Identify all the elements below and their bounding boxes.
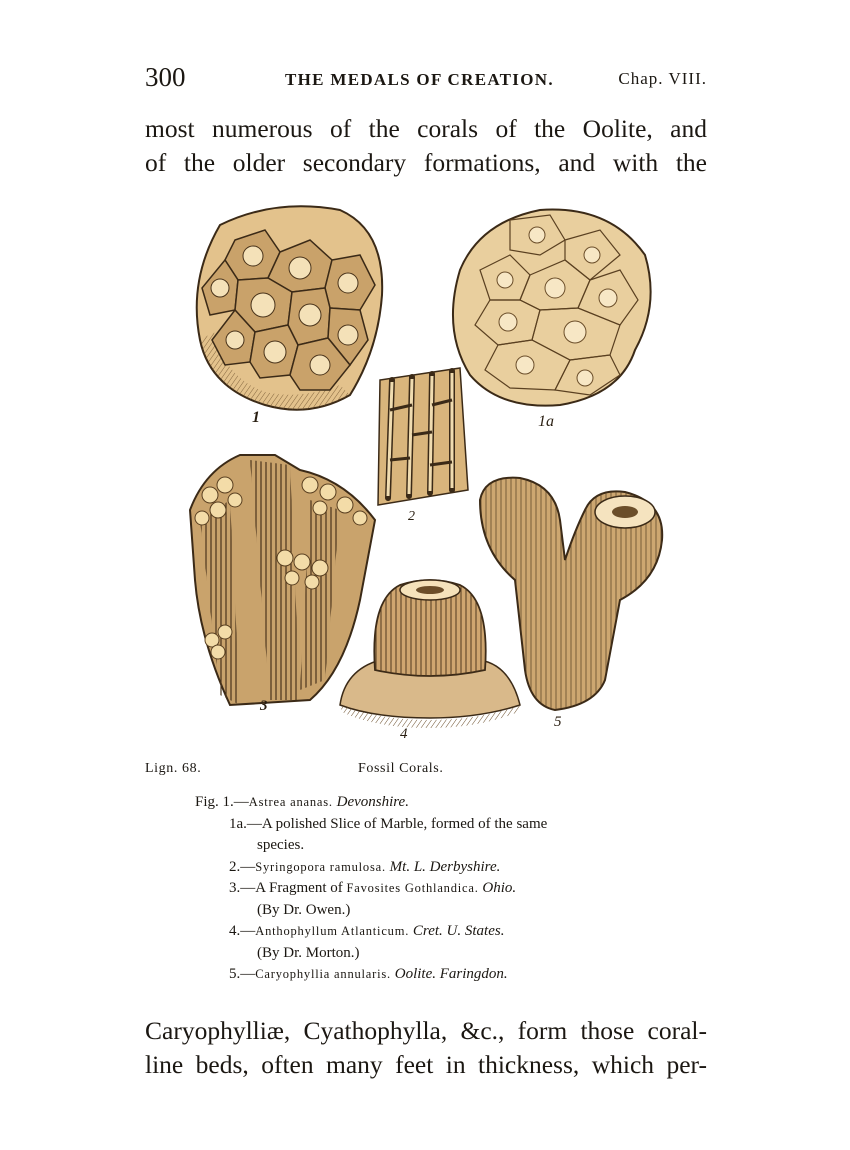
bottom-paragraph (145, 1014, 707, 1082)
text-line: line beds, often many feet in thickness, which per- (145, 1050, 707, 1079)
text-line: most numerous of the corals of the Oolite, and (145, 114, 707, 143)
text-line: of the older secondary formations, and with the (145, 148, 707, 177)
legend-item: Fig. 1.—Astrea ananas. Devonshire. (195, 794, 409, 810)
coral-engravings (180, 200, 680, 750)
coral-fig-2 (378, 368, 468, 505)
fig-label-2: 2 (408, 509, 415, 524)
fig-label-3: 3 (260, 698, 268, 714)
page-number: 300 (145, 62, 186, 92)
legend-item: 1a.—A polished Slice of Marble, formed of the same (229, 815, 548, 832)
coral-fig-3 (190, 455, 375, 705)
coral-fig-5 (480, 478, 662, 710)
legend-item: 4.—Anthophyllum Atlanticum. Cret. U. States. (229, 923, 505, 939)
running-title: THE MEDALS OF CREATION. (285, 70, 554, 89)
plate-title: Fossil Corals. (358, 761, 444, 776)
fossil-corals-plate (180, 200, 680, 750)
coral-fig-1 (197, 206, 382, 409)
chapter-label: Chap. VIII. (618, 69, 707, 88)
fig-label-4: 4 (400, 726, 408, 742)
fig-label-5: 5 (554, 714, 562, 730)
text-line: Caryophylliæ, Cyathophylla, &c., form those coral- (145, 1016, 707, 1045)
legend-continuation: species. (257, 837, 305, 853)
caption-heading (145, 761, 715, 783)
legend-item: 3.—A Fragment of Favosites Gothlandica. Ohio. (229, 880, 517, 896)
figure-legend (195, 792, 665, 986)
legend-continuation: (By Dr. Owen.) (257, 901, 351, 918)
fig-label-1: 1 (252, 409, 260, 426)
plate-label: Lign. 68. (145, 761, 202, 776)
legend-item: 5.—Caryophyllia annularis. Oolite. Faringdon. (229, 966, 508, 982)
coral-fig-4 (340, 580, 520, 728)
running-head (145, 62, 715, 96)
coral-fig-1a (453, 210, 651, 406)
legend-continuation: (By Dr. Morton.) (257, 944, 360, 961)
legend-item: 2.—Syringopora ramulosa. Mt. L. Derbyshire. (229, 858, 501, 875)
fig-label-1a: 1a (538, 413, 554, 430)
top-paragraph (145, 112, 707, 180)
